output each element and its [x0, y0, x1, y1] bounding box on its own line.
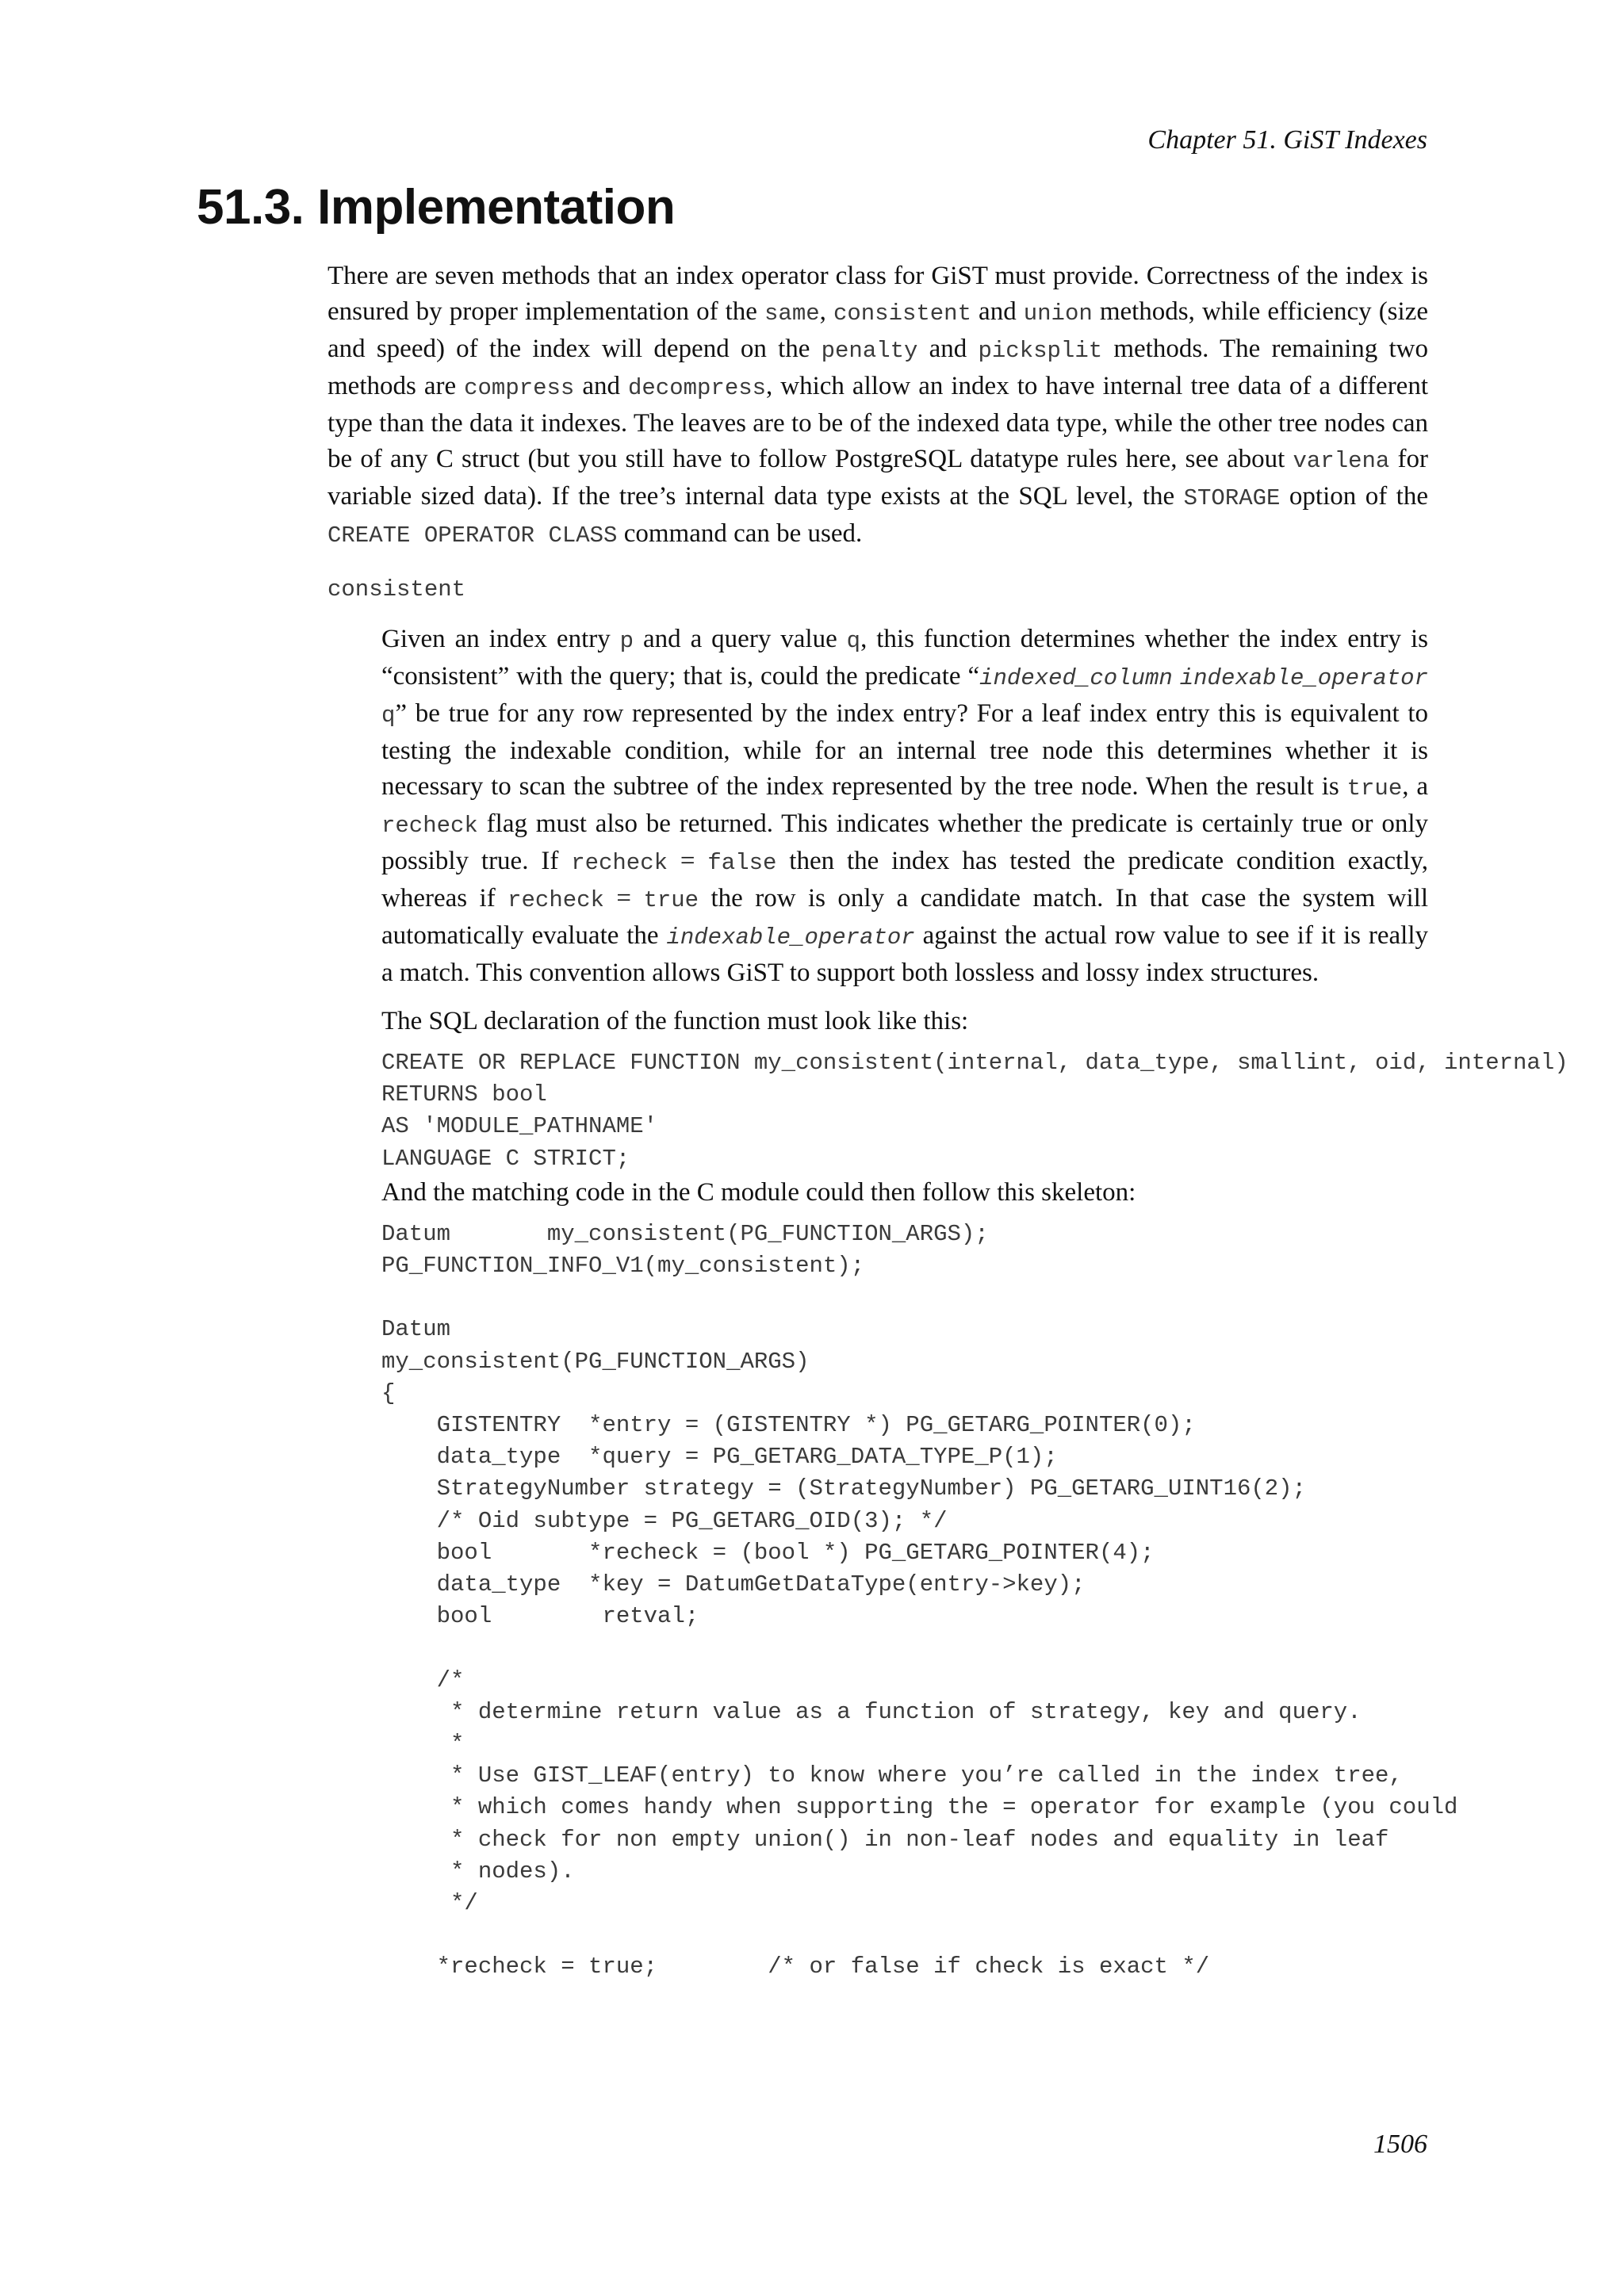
code-create-operator-class: CREATE OPERATOR CLASS [327, 522, 618, 549]
code-consistent: consistent [833, 300, 971, 327]
running-header: Chapter 51. GiST Indexes [1147, 125, 1427, 155]
code-compress: compress [464, 375, 575, 401]
code-penalty: penalty [821, 338, 918, 364]
sql-declaration-intro: The SQL declaration of the function must look like this: [381, 1007, 969, 1035]
section-title: 51.3. Implementation [197, 180, 676, 235]
consistent-description: Given an index entry p and a query value q, this function determines whether the index entry is “consistent” with the query; that is, could the predicate “indexed_column indexable_operator q” be true for any row represented by the index entry? For a leaf index entry this is equivalent to testing the indexable condition, while for an internal tree node this determines whether it is necessary to scan the subtree of the index represented by the tree node. When the result is true, a recheck flag must also be returned. This indicates whether the predicate is certainly true or only possibly true. If recheck = false then the index has tested the predicate condition exactly, whereas if recheck = true the row is only a candidate match. In that case the system will automatically evaluate the indexable_operator against the actual row value to see if it is really a match. This convention allows GiST to support both lossless and lossy index structures. [381, 625, 1428, 987]
intro-paragraph: There are seven methods that an index operator class for GiST must provide. Correctness of the index is ensured by proper implementation of the same, consistent and union methods, while efficiency (size and speed) of the index will depend on the penalty and picksplit methods. The remaining two methods are compress and decompress, which allow an index to have internal tree data of a different type than the data it indexes. The leaves are to be of the indexed data type, while the other tree nodes can be of any C struct (but you still have to follow PostgreSQL datatype rules here, see about varlena for variable sized data). If the tree’s internal data type exists at the SQL level, the STORAGE option of the CREATE OPERATOR CLASS command can be used. [327, 262, 1429, 549]
code-union: union [1023, 300, 1093, 327]
code-same: same [764, 300, 820, 327]
code-storage: STORAGE [1183, 485, 1281, 511]
section-body [327, 258, 1568, 1984]
code-varlena: varlena [1293, 448, 1390, 474]
code-picksplit: picksplit [978, 338, 1103, 364]
sql-code-block: CREATE OR REPLACE FUNCTION my_consistent(internal, data_type, smallint, oid, internal) RETURNS bool AS 'MODULE_PATHNAME' LANGUAGE C STRICT; [381, 1050, 1568, 1172]
page-number: 1506 [1373, 2130, 1427, 2159]
term-consistent: consistent [327, 576, 466, 603]
code-decompress: decompress [628, 375, 767, 401]
definition-consistent [381, 622, 1568, 1984]
c-code-block: Datum my_consistent(PG_FUNCTION_ARGS); PG_FUNCTION_INFO_V1(my_consistent); Datum my_consistent(PG_FUNCTION_ARGS) { GISTENTRY *entry = (GISTENTRY *) PG_GETARG_POINTER(0); data_type *query = PG_GETARG_DATA_TYPE_P(1); StrategyNumber strategy = (StrategyNumber) PG_GETARG_UINT16(2); /* Oid subtype = PG_GETARG_OID(3); */ bool *recheck = (bool *) PG_GETARG_POINTER(4); data_type *key = DatumGetDataType(entry->key); bool retval; /* * determine return value as a function of strategy, key and query. * * Use GIST_LEAF(entry) to know where you’re called in the index tree, * which comes handy when supporting the = operator for example (you could * check for non empty union() in non-leaf nodes and equality in leaf * nodes). */ *recheck = true; /* or false if check is exact */ [381, 1220, 1458, 1980]
c-skeleton-intro: And the matching code in the C module could then follow this skeleton: [381, 1177, 1136, 1207]
